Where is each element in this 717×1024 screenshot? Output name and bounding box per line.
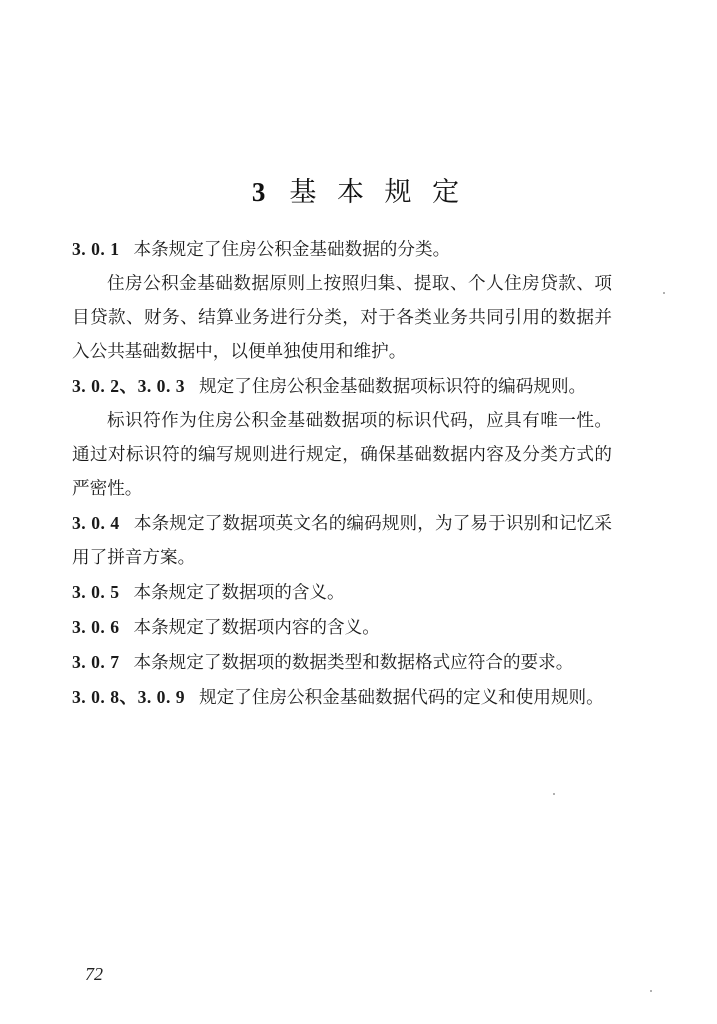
clause-paragraph: [72, 610, 612, 645]
clause-text: 规定了住房公积金基础数据项标识符的编码规则。: [199, 377, 587, 397]
paragraph-text: 住房公积金基础数据原则上按照归集、提取、个人住房贷款、项目贷款、财务、结算业务进行分类，对于各类业务共同引用的数据并入公共基础数据中，以便单独使用和维护。: [72, 274, 612, 362]
clause-number: 3. 0. 1: [72, 239, 120, 259]
clause-paragraph: [72, 506, 612, 575]
document-body: [72, 232, 612, 715]
scan-speck: [663, 292, 665, 294]
clause-text: 本条规定了数据项英文名的编码规则，为了易于识别和记忆采用了拼音方案。: [72, 514, 612, 568]
clause-number: 3. 0. 6: [72, 617, 120, 637]
clause-number: 3. 0. 2、3. 0. 3: [72, 376, 186, 396]
clause-text: 本条规定了数据项的数据类型和数据格式应符合的要求。: [133, 653, 574, 673]
paragraph-text: 标识符作为住房公积金基础数据项的标识代码，应具有唯一性。通过对标识符的编写规则进行规定，确保基础数据内容及分类方式的严密性。: [72, 411, 612, 499]
clause-text: 本条规定了数据项内容的含义。: [133, 618, 380, 638]
clause-text: 本条规定了住房公积金基础数据的分类。: [133, 240, 451, 260]
clause-paragraph: [72, 680, 612, 715]
clause-number: 3. 0. 8、3. 0. 9: [72, 687, 186, 707]
explanation-paragraph: [72, 404, 612, 506]
clause-text: 规定了住房公积金基础数据代码的定义和使用规则。: [199, 688, 604, 708]
clause-number: 3. 0. 7: [72, 652, 120, 672]
chapter-number: 3: [251, 177, 272, 207]
chapter-title: [0, 170, 717, 209]
scan-speck: [553, 793, 555, 795]
clause-text: 本条规定了数据项的含义。: [133, 583, 345, 603]
clause-number: 3. 0. 4: [72, 513, 120, 533]
explanation-paragraph: [72, 267, 612, 369]
clause-paragraph: [72, 645, 612, 680]
clause-number: 3. 0. 5: [72, 582, 120, 602]
chapter-title-text: 基 本 规 定: [289, 177, 466, 208]
clause-paragraph: [72, 575, 612, 610]
clause-paragraph: [72, 232, 612, 267]
page-number: 72: [85, 964, 103, 984]
scan-speck: [650, 990, 652, 992]
clause-paragraph: [72, 369, 612, 404]
